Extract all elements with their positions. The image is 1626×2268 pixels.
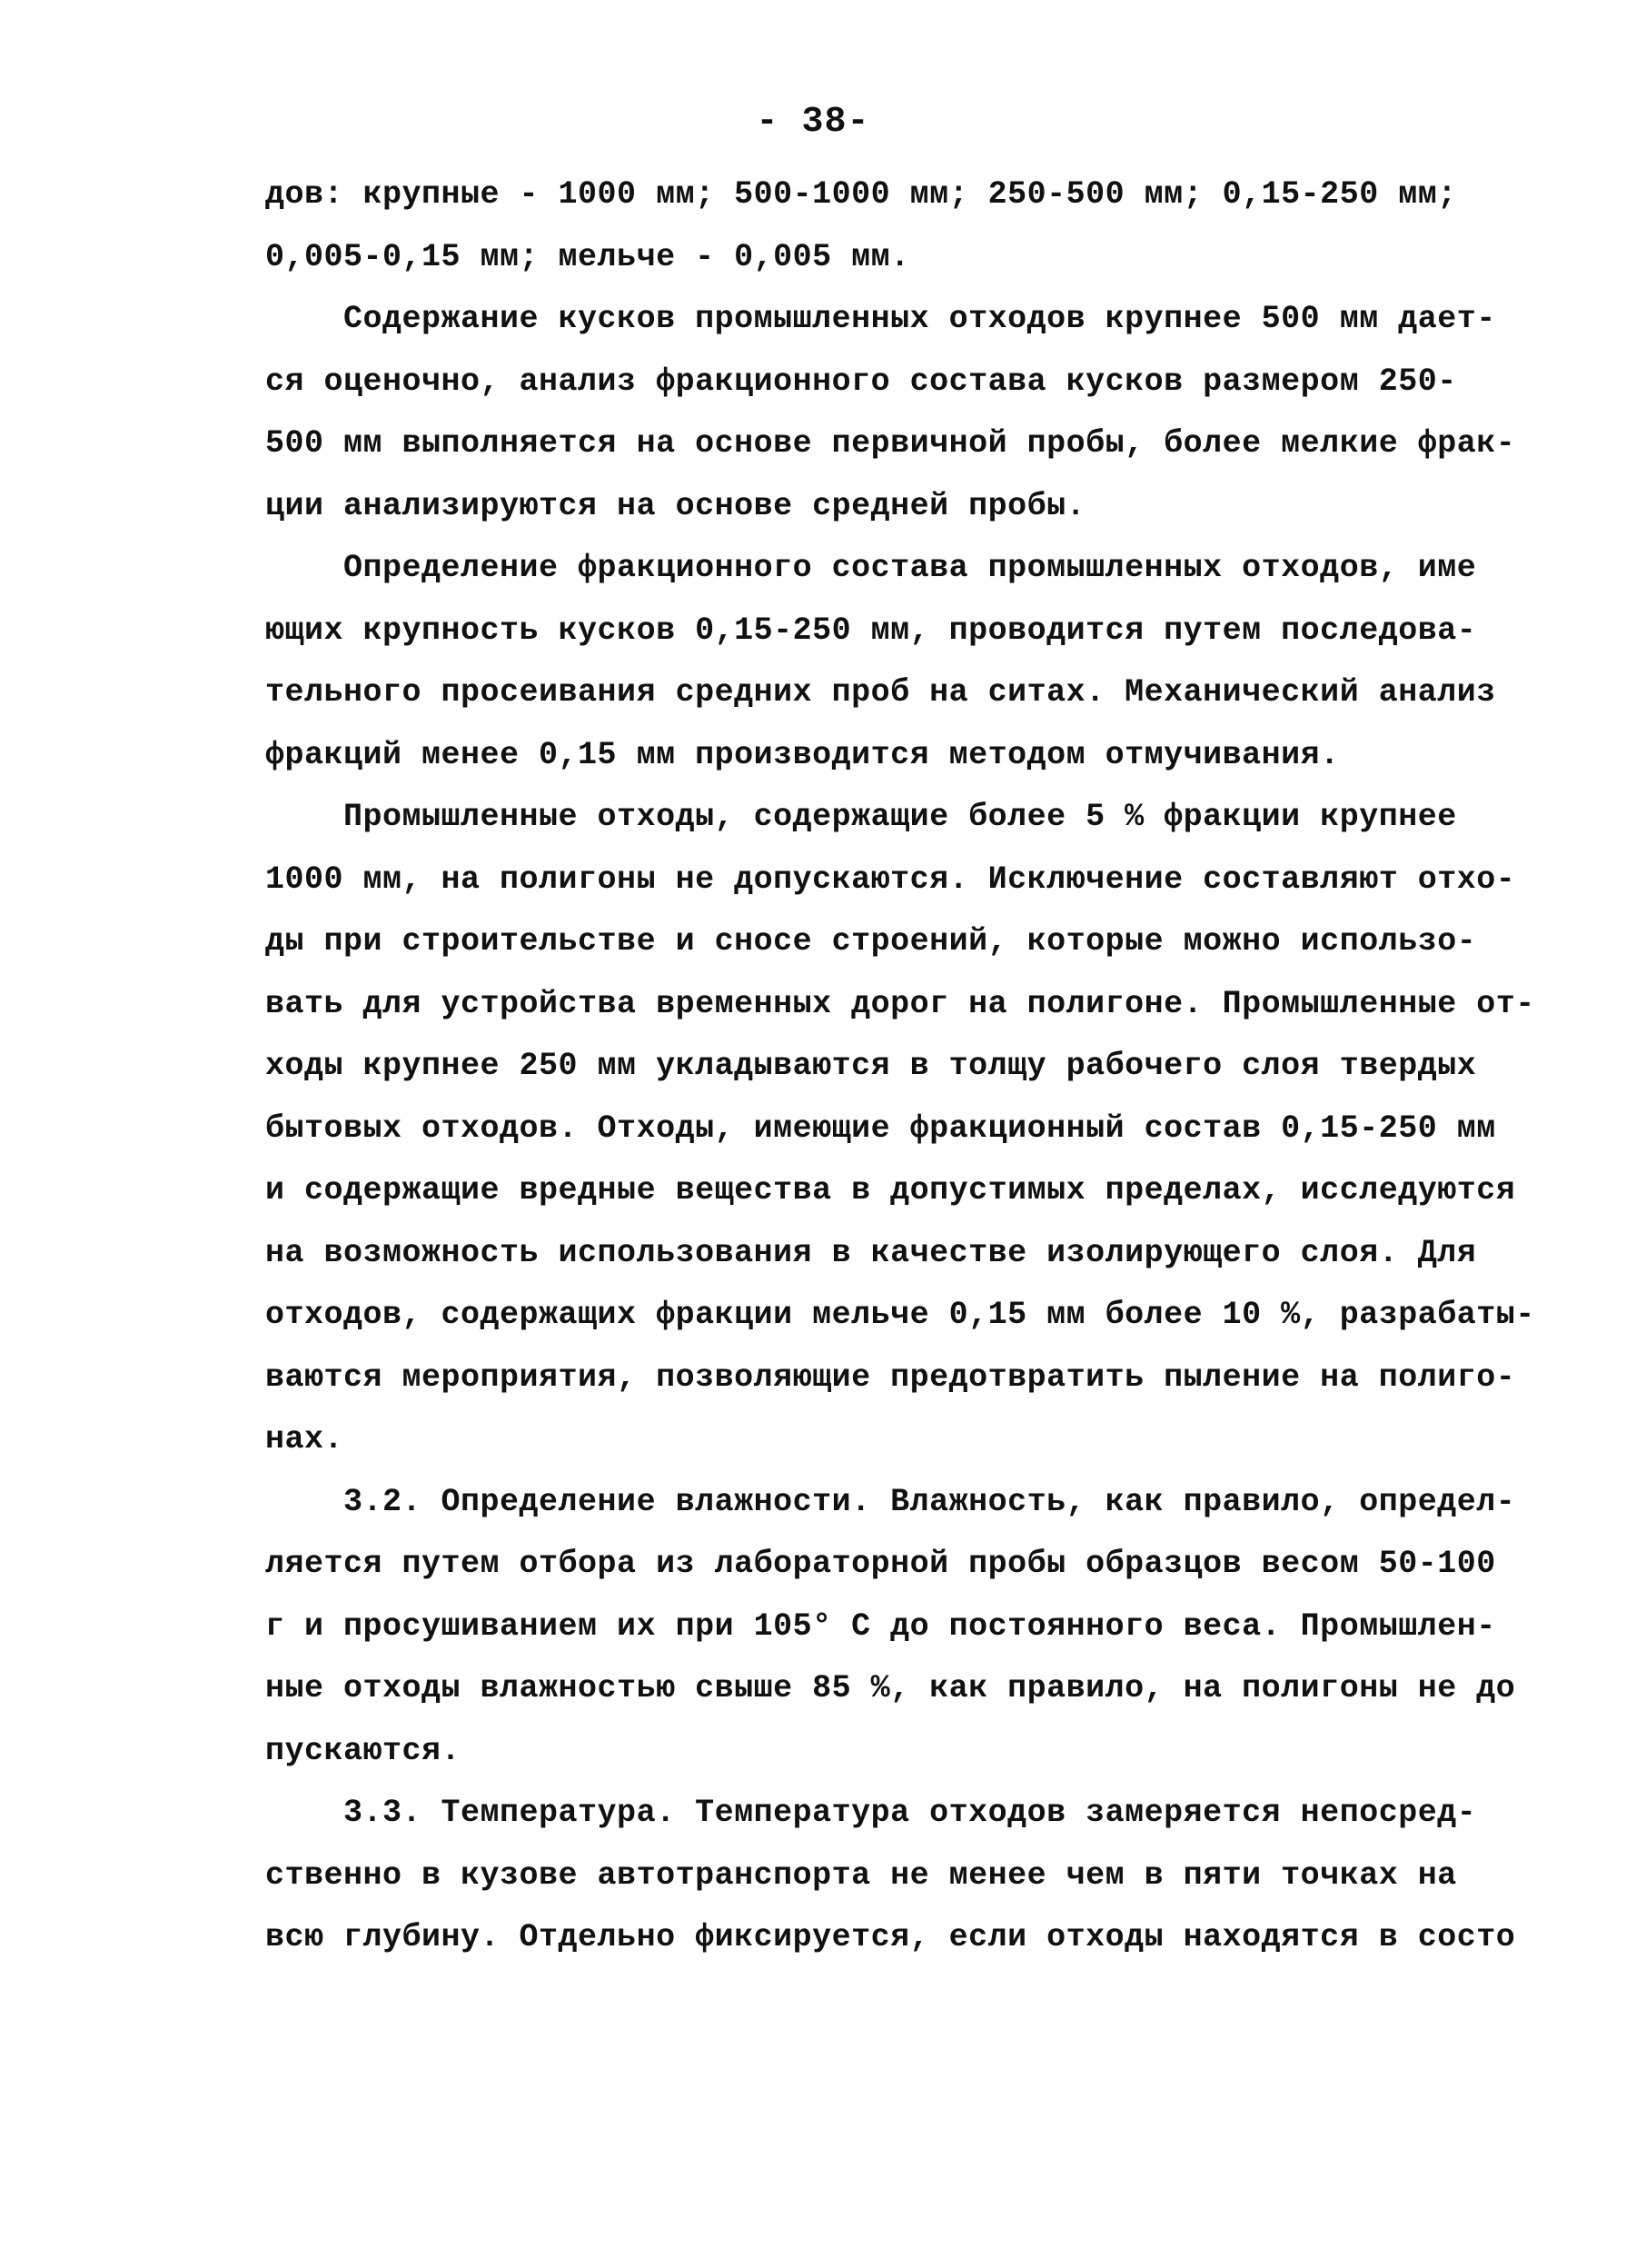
text-line: ственно в кузове автотранспорта не менее чем в пяти точках на xyxy=(265,1856,1457,1894)
text-line: бытовых отходов. Отходы, имеющие фракционный состав 0,15-250 мм xyxy=(265,1109,1496,1147)
text-line: г и просушиванием их при 105° С до постоянного веса. Промышлен- xyxy=(265,1607,1496,1645)
text-line: 1000 мм, на полигоны не допускаются. Исключение составляют отхо- xyxy=(265,860,1516,898)
paragraph xyxy=(265,1782,1519,1969)
text-line: на возможность использования в качестве изолирующего слоя. Для xyxy=(265,1234,1477,1271)
text-line: нах. xyxy=(265,1421,344,1457)
text-line: пускаются. xyxy=(265,1732,461,1769)
text-line: ляется путем отбора из лабораторной пробы образцов весом 50-100 xyxy=(265,1546,1496,1582)
paragraph xyxy=(265,537,1519,786)
text-line: 500 мм выполняется на основе первичной пробы, более мелкие фрак- xyxy=(265,425,1516,462)
text-line: отходов, содержащих фракции мельче 0,15 мм более 10 %, разрабаты- xyxy=(265,1297,1535,1333)
text-line: ды при строительстве и сносе строений, которые можно использо- xyxy=(265,923,1477,960)
paragraph xyxy=(265,1471,1519,1783)
text-line: 0,005-0,15 мм; мельче - 0,005 мм. xyxy=(265,238,910,275)
text-line: ющих крупность кусков 0,15-250 мм, проводится путем последова- xyxy=(265,612,1477,649)
text-line: тельного просеивания средних проб на ситах. Механический анализ xyxy=(265,674,1496,711)
text-line: ходы крупнее 250 мм укладываются в толщу рабочего слоя твердых xyxy=(265,1048,1477,1084)
text-line: ваются мероприятия, позволяющие предотвратить пыление на полиго- xyxy=(265,1358,1516,1396)
text-line: всю глубину. Отдельно фиксируется, если отходы находятся в состо xyxy=(265,1919,1516,1955)
text-line: 3.2. Определение влажности. Влажность, как правило, определ- xyxy=(265,1483,1516,1520)
paragraph xyxy=(265,288,1519,537)
text-line: фракций менее 0,15 мм производится методом отмучивания. xyxy=(265,736,1340,773)
text-line: ции анализируются на основе средней пробы. xyxy=(265,487,1086,524)
text-line: ные отходы влажностью свыше 85 %, как правило, на полигоны не до xyxy=(265,1670,1516,1706)
text-line: 3.3. Температура. Температура отходов замеряется непосред- xyxy=(265,1795,1477,1831)
text-line: дов: крупные - 1000 мм; 500-1000 мм; 250-500 мм; 0,15-250 мм; xyxy=(265,176,1457,213)
text-line: и содержащие вредные вещества в допустимых пределах, исследуются xyxy=(265,1172,1516,1209)
text-line: Определение фракционного состава промышленных отходов, име xyxy=(265,550,1477,586)
text-line: ся оценочно, анализ фракционного состава кусков размером 250- xyxy=(265,363,1457,400)
page-number: - 38- xyxy=(756,102,870,143)
document-body xyxy=(265,164,1535,1969)
text-line: Содержание кусков промышленных отходов крупнее 500 мм дает- xyxy=(265,301,1496,337)
text-line: Промышленные отходы, содержащие более 5 % фракции крупнее xyxy=(265,799,1457,835)
paragraph xyxy=(265,786,1535,1471)
paragraph xyxy=(265,164,1519,288)
text-line: вать для устройства временных дорог на полигоне. Промышленные от- xyxy=(265,985,1535,1022)
